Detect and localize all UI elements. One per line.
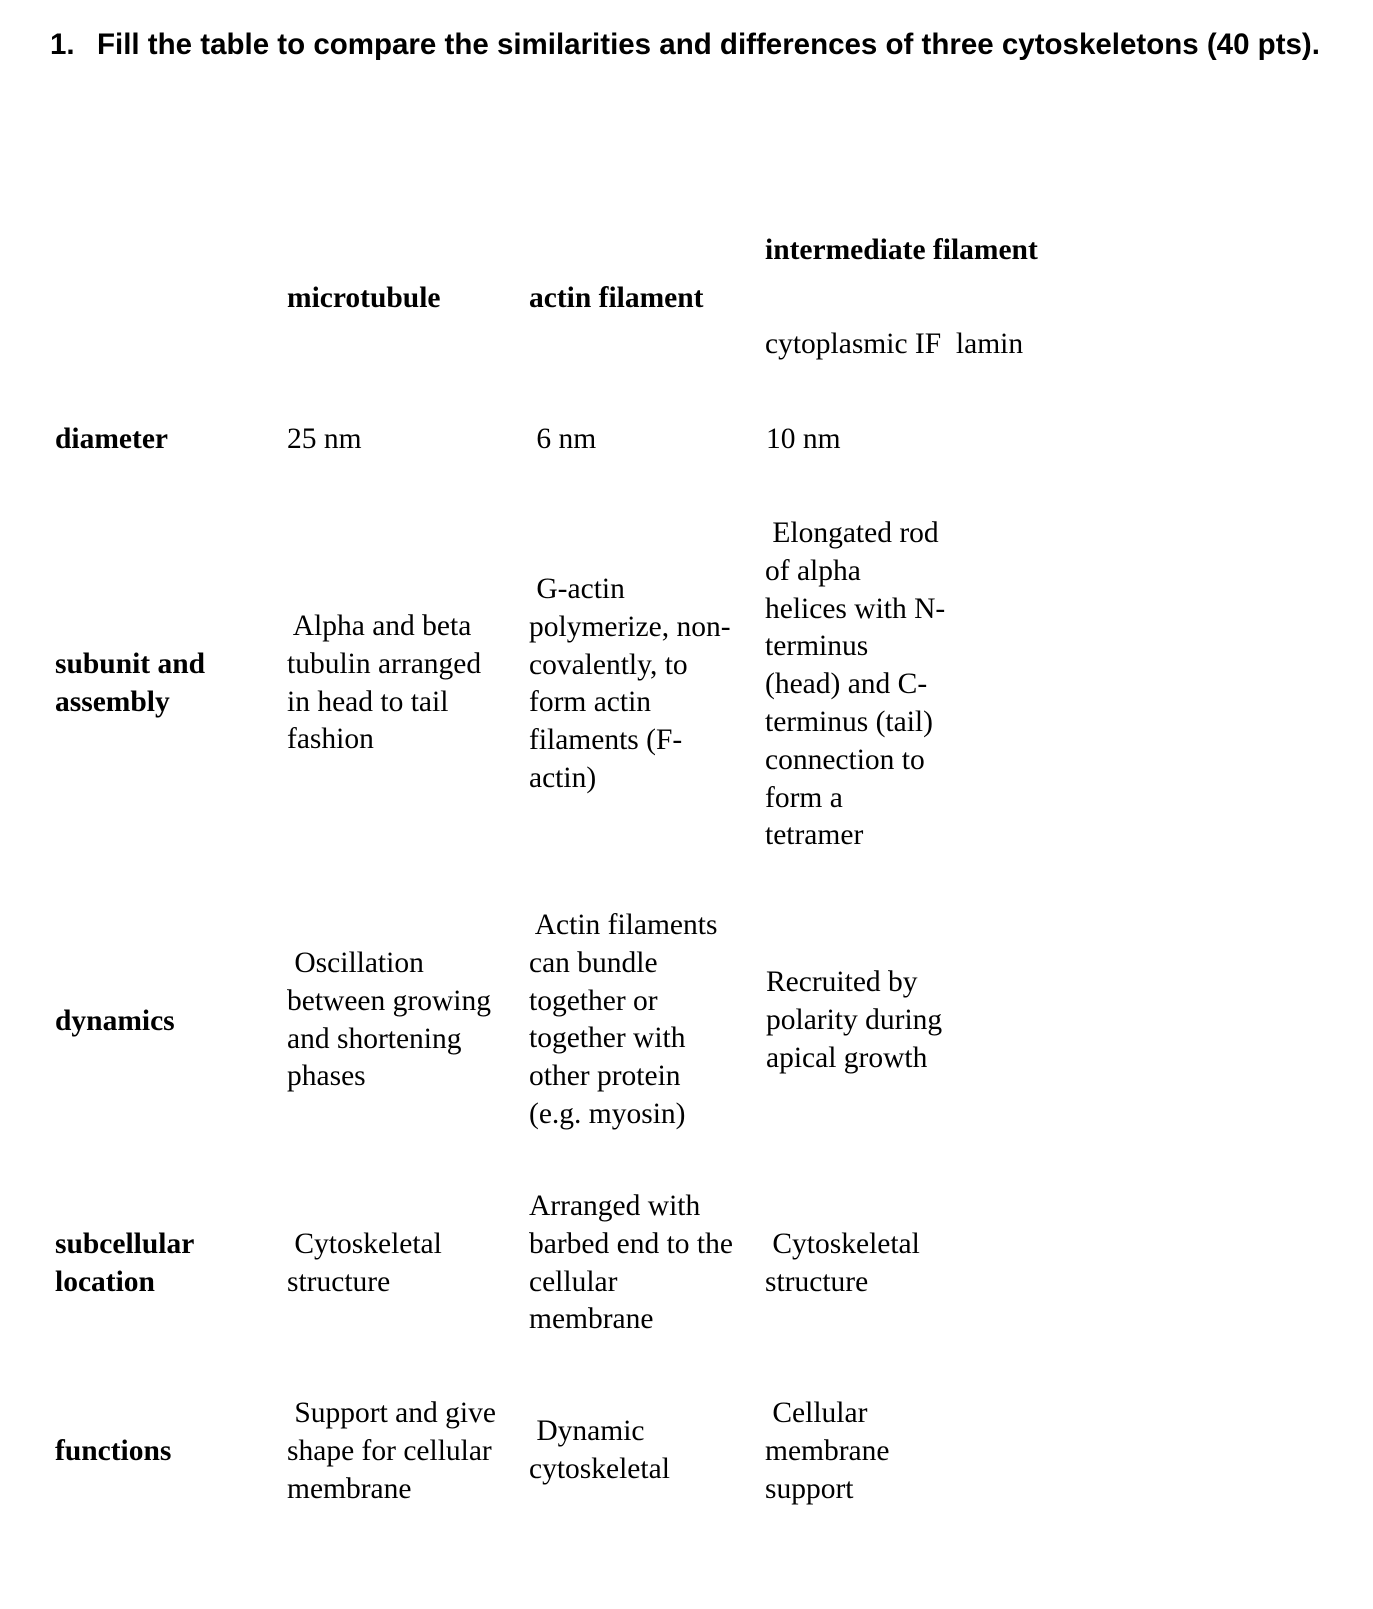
cell-functions-actin-line: cytoskeletal bbox=[529, 1452, 670, 1485]
cell-functions-intermediate-line: Cellular bbox=[765, 1397, 868, 1429]
cell-subunit-actin-line: filaments (F- bbox=[529, 724, 683, 757]
row-label-subcellular-location bbox=[55, 1226, 194, 1302]
row-label-functions-line: functions bbox=[55, 1435, 172, 1467]
cell-subunit-microtubule-line: in head to tail bbox=[287, 685, 449, 718]
cell-dynamics-intermediate-line: polarity during bbox=[766, 1003, 943, 1036]
cell-location-actin bbox=[529, 1188, 733, 1339]
cell-subunit-actin-line: covalently, to bbox=[529, 648, 688, 681]
cell-subunit-actin-line: actin) bbox=[529, 761, 597, 794]
cell-dynamics-actin-line: together with bbox=[529, 1022, 686, 1055]
cell-location-microtubule-line: structure bbox=[287, 1265, 391, 1298]
cell-location-intermediate-line: structure bbox=[765, 1265, 869, 1298]
row-label-diameter bbox=[55, 421, 168, 459]
cell-subunit-microtubule-line: fashion bbox=[287, 723, 374, 756]
cell-subunit-actin bbox=[529, 571, 731, 798]
question-heading bbox=[50, 26, 1350, 64]
cell-functions-actin-line: Dynamic bbox=[529, 1415, 645, 1447]
cell-dynamics-actin bbox=[529, 907, 717, 1134]
cell-diameter-microtubule bbox=[287, 421, 362, 459]
cell-dynamics-microtubule-line: between growing bbox=[287, 984, 491, 1017]
cell-subunit-intermediate-line: Elongated rod bbox=[765, 517, 939, 549]
column-header-microtubule: microtubule bbox=[287, 282, 441, 314]
cell-dynamics-actin-line: (e.g. myosin) bbox=[529, 1097, 686, 1130]
cell-dynamics-microtubule-line: Oscillation bbox=[287, 947, 424, 979]
cell-location-actin-line: cellular bbox=[529, 1265, 618, 1298]
cell-dynamics-actin-line: other protein bbox=[529, 1060, 681, 1093]
row-label-subcellular-location-line: subcellular bbox=[55, 1228, 195, 1260]
cell-dynamics-intermediate bbox=[766, 964, 942, 1077]
cell-dynamics-intermediate-line: Recruited by bbox=[766, 966, 918, 998]
cell-location-microtubule bbox=[287, 1226, 442, 1302]
cell-subunit-microtubule-line: tubulin arranged bbox=[287, 647, 482, 680]
cell-functions-actin bbox=[529, 1413, 670, 1489]
cell-subunit-actin-line: G-actin bbox=[529, 573, 625, 605]
row-label-subunit-assembly-line: assembly bbox=[55, 685, 170, 718]
cell-functions-microtubule-line: Support and give bbox=[287, 1397, 496, 1429]
cell-functions-intermediate-line: support bbox=[765, 1472, 854, 1505]
cell-subunit-intermediate-line: helices with N- bbox=[765, 592, 946, 625]
cell-diameter-intermediate-line: 10 nm bbox=[766, 423, 841, 455]
cell-subunit-actin-line: form actin bbox=[529, 686, 652, 719]
cell-location-microtubule-line: Cytoskeletal bbox=[287, 1228, 442, 1260]
cell-dynamics-microtubule bbox=[287, 945, 491, 1096]
cell-subunit-intermediate bbox=[765, 515, 945, 855]
cell-diameter-intermediate bbox=[766, 421, 841, 459]
cell-subunit-intermediate-line: tetramer bbox=[765, 819, 864, 852]
cell-subunit-microtubule bbox=[287, 608, 481, 759]
cell-subunit-intermediate-line: form a bbox=[765, 781, 843, 814]
cell-dynamics-microtubule-line: and shortening bbox=[287, 1022, 462, 1055]
cell-dynamics-intermediate-line: apical growth bbox=[766, 1041, 928, 1074]
row-label-subunit-assembly bbox=[55, 646, 205, 722]
cell-dynamics-actin-line: together or bbox=[529, 984, 658, 1017]
cell-subunit-intermediate-line: terminus (tail) bbox=[765, 705, 933, 738]
cell-location-actin-line: barbed end to the bbox=[529, 1227, 733, 1260]
cell-location-intermediate-line: Cytoskeletal bbox=[765, 1228, 920, 1260]
column-subheader-intermediate: cytoplasmic IF lamin bbox=[765, 328, 1024, 360]
row-label-dynamics-line: dynamics bbox=[55, 1005, 175, 1037]
cell-location-actin-line: Arranged with bbox=[529, 1190, 701, 1222]
cell-functions-microtubule-line: membrane bbox=[287, 1472, 412, 1505]
cell-subunit-intermediate-line: of alpha bbox=[765, 554, 861, 587]
cell-location-actin-line: membrane bbox=[529, 1303, 654, 1336]
cell-subunit-actin-line: polymerize, non- bbox=[529, 610, 731, 643]
row-label-functions bbox=[55, 1433, 171, 1471]
cell-diameter-microtubule-line: 25 nm bbox=[287, 423, 362, 455]
cell-functions-intermediate bbox=[765, 1395, 890, 1508]
cell-functions-intermediate-line: membrane bbox=[765, 1434, 890, 1467]
cell-location-intermediate bbox=[765, 1226, 920, 1302]
question-text: Fill the table to compare the similarities and differences of three cytoskeletons (40 pts). bbox=[97, 28, 1320, 61]
cell-dynamics-actin-line: Actin filaments bbox=[529, 909, 718, 941]
question-number: 1. bbox=[50, 28, 75, 61]
cell-functions-microtubule bbox=[287, 1395, 496, 1508]
cell-functions-microtubule-line: shape for cellular bbox=[287, 1434, 492, 1467]
cell-diameter-actin bbox=[529, 421, 596, 459]
cell-diameter-actin-line: 6 nm bbox=[529, 423, 597, 455]
cell-subunit-microtubule-line: Alpha and beta bbox=[287, 610, 472, 642]
cell-dynamics-actin-line: can bundle bbox=[529, 946, 658, 979]
row-label-diameter-line: diameter bbox=[55, 423, 169, 455]
cell-subunit-intermediate-line: terminus bbox=[765, 630, 869, 663]
cell-subunit-intermediate-line: connection to bbox=[765, 743, 925, 776]
column-header-intermediate-filament: intermediate filament bbox=[765, 234, 1038, 266]
row-label-dynamics bbox=[55, 1003, 175, 1041]
row-label-subcellular-location-line: location bbox=[55, 1265, 155, 1298]
column-header-actin-filament: actin filament bbox=[529, 282, 704, 314]
cell-subunit-intermediate-line: (head) and C- bbox=[765, 668, 928, 701]
cell-dynamics-microtubule-line: phases bbox=[287, 1060, 366, 1093]
row-label-subunit-assembly-line: subunit and bbox=[55, 648, 206, 680]
